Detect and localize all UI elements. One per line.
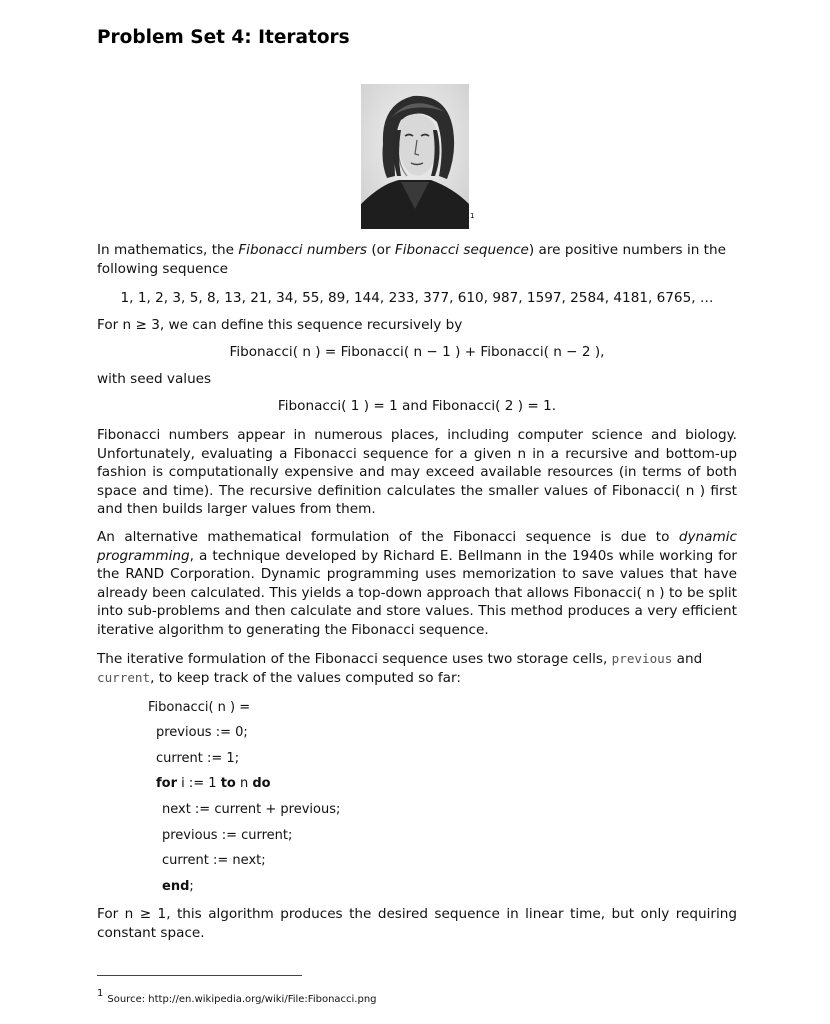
code-previous: previous — [611, 651, 673, 666]
algorithm-for-loop: for i := 1 to n do — [156, 776, 271, 791]
algorithm-end: end; — [162, 879, 194, 894]
algorithm-body-previous: previous := current; — [162, 828, 293, 843]
algorithm-header: Fibonacci( n ) = — [148, 700, 251, 715]
paragraph-iterative: The iterative formulation of the Fibonacci sequence uses two storage cells, previous and current, to keep track of the values computed so far: — [97, 651, 703, 686]
seed-formula: Fibonacci( 1 ) = 1 and Fibonacci( 2 ) = 1. — [277, 398, 557, 414]
recursive-formula: Fibonacci( n ) = Fibonacci( n − 1 ) + Fibonacci( n − 2 ), — [229, 344, 605, 360]
algorithm-body-next: next := current + previous; — [162, 802, 341, 817]
code-current: current — [97, 669, 151, 685]
intro-paragraph: In mathematics, the Fibonacci numbers (or Fibonacci sequence) are positive numbers in the following sequence — [97, 242, 726, 277]
algorithm-init-current: current := 1; — [156, 751, 240, 766]
footnote: $^1$Source: http://en.wikipedia.org/wiki/File:Fibonacci.png — [97, 988, 377, 1005]
paragraph-conclusion: For n ≥ 1, this algorithm produces the desired sequence in linear time, but only requiring constant space. — [97, 906, 737, 941]
image-footnote-marker: 1 — [470, 212, 475, 220]
seed-intro: with seed values — [97, 371, 212, 387]
algorithm-body-current: current := next; — [162, 853, 266, 868]
algorithm-init-previous: previous := 0; — [156, 725, 248, 740]
fibonacci-portrait — [361, 84, 469, 229]
footnote-divider — [97, 975, 302, 976]
fibonacci-sequence: 1, 1, 2, 3, 5, 8, 13, 21, 34, 55, 89, 144, 233, 377, 610, 987, 1597, 2584, 4181, 6765, … — [120, 290, 714, 306]
paragraph-applications: Fibonacci numbers appear in numerous places, including computer science and biology. Unfortunately, evaluating a Fibonacci sequence for a given n in a recursive and bottom-up fashion is computationally expensive and may exceed available resources (in terms of both space and time). The recursive definition calculates the smaller values of Fibonacci( n ) first and then builds larger values from them. — [97, 427, 737, 518]
paragraph-dynamic-programming: An alternative mathematical formulation of the Fibonacci sequence is due to dynamic programming, a technique developed by Richard E. Bellmann in the 1940s while working for the RAND Corporation. Dynamic programming uses memorization to save values that have already been calculated. This yields a top-down approach that allows Fibonacci( n ) to be split into sub-problems and then calculate and store values. This method produces a very efficient iterative algorithm to generating the Fibonacci sequence. — [97, 529, 737, 638]
recursive-intro: For n ≥ 3, we can define this sequence recursively by — [97, 317, 463, 333]
page-title: Problem Set 4: Iterators — [97, 27, 350, 48]
